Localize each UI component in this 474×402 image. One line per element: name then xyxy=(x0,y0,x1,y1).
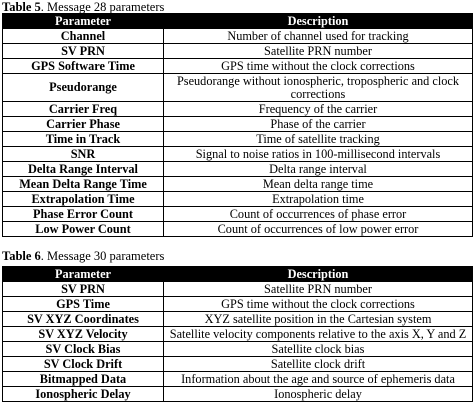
table-6-parameter-cell: SV Clock Drift xyxy=(3,357,164,372)
table-6-row xyxy=(3,372,473,387)
table-6-parameter-cell: Ionospheric Delay xyxy=(3,387,164,402)
table-6-row xyxy=(3,297,473,312)
table-6-caption xyxy=(2,249,164,263)
table-6-description-cell: Satellite velocity components relative to the axis X, Y and Z xyxy=(164,327,473,342)
table-5-row xyxy=(3,147,473,162)
table-6-description-cell: GPS time without the clock corrections xyxy=(164,297,473,312)
table-6-description-cell: Ionospheric delay xyxy=(164,387,473,402)
table-6 xyxy=(2,266,473,402)
table-5-description-cell: Satellite PRN number xyxy=(164,44,473,59)
table-5-header-description: Description xyxy=(164,14,473,29)
table-5-parameter-cell: Extrapolation Time xyxy=(3,192,164,207)
table-6-header-parameter: Parameter xyxy=(3,267,164,282)
table-6-caption-text: . Message 30 parameters xyxy=(40,249,165,263)
table-6-parameter-cell: SV XYZ Coordinates xyxy=(3,312,164,327)
table-6-parameter-cell: Bitmapped Data xyxy=(3,372,164,387)
table-6-header-description: Description xyxy=(164,267,473,282)
table-6-row xyxy=(3,282,473,297)
table-6-description-cell: Satellite clock bias xyxy=(164,342,473,357)
table-5-header-row xyxy=(3,14,473,29)
table-5-header-parameter: Parameter xyxy=(3,14,164,29)
table-6-description-cell: Information about the age and source of ephemeris data xyxy=(164,372,473,387)
table-6-description-cell: XYZ satellite position in the Cartesian system xyxy=(164,312,473,327)
table-6-header-row xyxy=(3,267,473,282)
table-5-parameter-cell: GPS Software Time xyxy=(3,59,164,74)
table-5 xyxy=(2,13,473,237)
table-6-row xyxy=(3,387,473,402)
table-6-row xyxy=(3,357,473,372)
table-5-description-cell: Extrapolation time xyxy=(164,192,473,207)
table-5-description-cell: Pseudorange without ionospheric, tropospheric and clock corrections xyxy=(164,74,473,102)
table-6-parameter-cell: GPS Time xyxy=(3,297,164,312)
table-5-row xyxy=(3,117,473,132)
table-5-description-cell: Signal to noise ratios in 100-millisecond intervals xyxy=(164,147,473,162)
table-6-description-cell: Satellite PRN number xyxy=(164,282,473,297)
table-5-caption xyxy=(2,0,164,14)
table-6-parameter-cell: SV PRN xyxy=(3,282,164,297)
table-5-description-cell: Count of occurrences of phase error xyxy=(164,207,473,222)
table-5-caption-label: Table 5 xyxy=(2,0,41,14)
table-5-description-cell: Time of satellite tracking xyxy=(164,132,473,147)
table-5-row xyxy=(3,222,473,237)
table-5-description-cell: Number of channel used for tracking xyxy=(164,29,473,44)
table-6-body xyxy=(3,282,473,402)
table-6-parameter-cell: SV Clock Bias xyxy=(3,342,164,357)
table-5-row xyxy=(3,132,473,147)
table-5-description-cell: Frequency of the carrier xyxy=(164,102,473,117)
table-5-description-cell: Count of occurrences of low power error xyxy=(164,222,473,237)
table-5-row xyxy=(3,162,473,177)
table-5-parameter-cell: Pseudorange xyxy=(3,74,164,102)
table-6-row xyxy=(3,312,473,327)
table-5-parameter-cell: Delta Range Interval xyxy=(3,162,164,177)
table-5-parameter-cell: Carrier Phase xyxy=(3,117,164,132)
table-5-row xyxy=(3,44,473,59)
table-5-parameter-cell: Phase Error Count xyxy=(3,207,164,222)
table-6-row xyxy=(3,327,473,342)
table-5-description-cell: Mean delta range time xyxy=(164,177,473,192)
table-5-row xyxy=(3,207,473,222)
table-5-caption-text: . Message 28 parameters xyxy=(40,0,165,14)
table-5-parameter-cell: Carrier Freq xyxy=(3,102,164,117)
table-5-parameter-cell: Low Power Count xyxy=(3,222,164,237)
table-5-row xyxy=(3,29,473,44)
table-5-parameter-cell: SV PRN xyxy=(3,44,164,59)
table-5-row xyxy=(3,74,473,102)
table-6-row xyxy=(3,342,473,357)
table-5-parameter-cell: SNR xyxy=(3,147,164,162)
table-5-description-cell: Delta range interval xyxy=(164,162,473,177)
table-5-row xyxy=(3,192,473,207)
table-5-body xyxy=(3,29,473,237)
table-6-description-cell: Satellite clock drift xyxy=(164,357,473,372)
table-5-parameter-cell: Channel xyxy=(3,29,164,44)
table-5-parameter-cell: Mean Delta Range Time xyxy=(3,177,164,192)
table-5-row xyxy=(3,102,473,117)
table-5-description-cell: Phase of the carrier xyxy=(164,117,473,132)
table-5-row xyxy=(3,59,473,74)
table-5-row xyxy=(3,177,473,192)
table-6-caption-label: Table 6 xyxy=(2,249,41,263)
table-5-parameter-cell: Time in Track xyxy=(3,132,164,147)
table-5-description-cell: GPS time without the clock corrections xyxy=(164,59,473,74)
table-6-parameter-cell: SV XYZ Velocity xyxy=(3,327,164,342)
